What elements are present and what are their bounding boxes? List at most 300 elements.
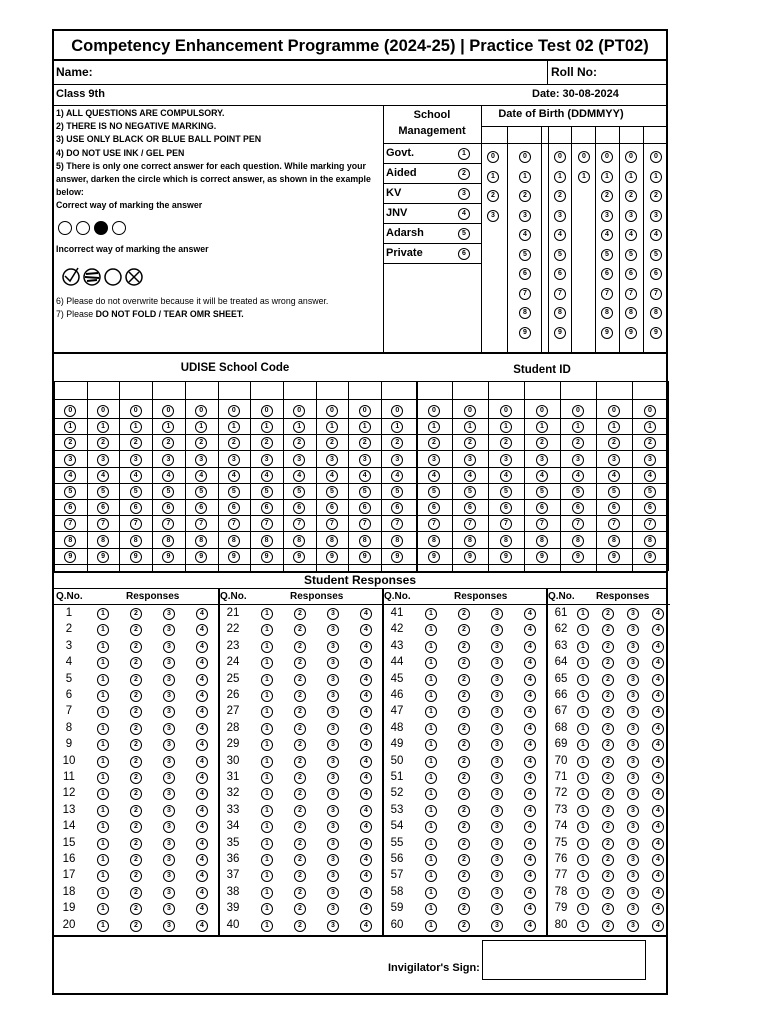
dob-bubble[interactable]: 0 bbox=[487, 151, 499, 163]
dob-bubble[interactable]: 0 bbox=[578, 151, 590, 163]
student-id-bubble[interactable]: 7 bbox=[572, 518, 584, 530]
response-bubble[interactable]: 3 bbox=[627, 756, 639, 768]
response-bubble[interactable]: 1 bbox=[577, 641, 589, 653]
response-bubble[interactable]: 1 bbox=[577, 690, 589, 702]
response-bubble[interactable]: 4 bbox=[652, 608, 664, 620]
response-bubble[interactable]: 3 bbox=[327, 903, 339, 915]
response-bubble[interactable]: 3 bbox=[491, 657, 503, 669]
response-bubble[interactable]: 2 bbox=[130, 821, 142, 833]
response-bubble[interactable]: 4 bbox=[196, 854, 208, 866]
response-bubble[interactable]: 3 bbox=[327, 641, 339, 653]
response-bubble[interactable]: 1 bbox=[261, 739, 273, 751]
response-bubble[interactable]: 2 bbox=[294, 657, 306, 669]
udise-bubble[interactable]: 6 bbox=[97, 502, 109, 514]
udise-bubble[interactable]: 9 bbox=[326, 551, 338, 563]
student-id-bubble[interactable]: 1 bbox=[536, 421, 548, 433]
student-id-bubble[interactable]: 8 bbox=[572, 535, 584, 547]
student-id-bubble[interactable]: 3 bbox=[428, 454, 440, 466]
response-bubble[interactable]: 3 bbox=[627, 657, 639, 669]
udise-bubble[interactable]: 7 bbox=[162, 518, 174, 530]
student-id-bubble[interactable]: 1 bbox=[464, 421, 476, 433]
response-bubble[interactable]: 4 bbox=[196, 870, 208, 882]
student-id-bubble[interactable]: 7 bbox=[608, 518, 620, 530]
response-bubble[interactable]: 3 bbox=[627, 608, 639, 620]
response-bubble[interactable]: 3 bbox=[327, 723, 339, 735]
student-id-bubble[interactable]: 3 bbox=[536, 454, 548, 466]
udise-bubble[interactable]: 8 bbox=[97, 535, 109, 547]
response-bubble[interactable]: 3 bbox=[491, 838, 503, 850]
student-id-bubble[interactable]: 6 bbox=[644, 502, 656, 514]
student-id-bubble[interactable]: 0 bbox=[536, 405, 548, 417]
response-bubble[interactable]: 2 bbox=[130, 870, 142, 882]
response-bubble[interactable]: 3 bbox=[627, 920, 639, 932]
dob-bubble[interactable]: 4 bbox=[625, 229, 637, 241]
response-bubble[interactable]: 2 bbox=[602, 805, 614, 817]
response-bubble[interactable]: 4 bbox=[524, 920, 536, 932]
response-bubble[interactable]: 4 bbox=[524, 690, 536, 702]
udise-bubble[interactable]: 8 bbox=[195, 535, 207, 547]
response-bubble[interactable]: 4 bbox=[652, 723, 664, 735]
dob-bubble[interactable]: 7 bbox=[519, 288, 531, 300]
response-bubble[interactable]: 3 bbox=[627, 690, 639, 702]
dob-bubble[interactable]: 9 bbox=[601, 327, 613, 339]
response-bubble[interactable]: 3 bbox=[327, 805, 339, 817]
response-bubble[interactable]: 1 bbox=[577, 657, 589, 669]
student-id-bubble[interactable]: 5 bbox=[500, 486, 512, 498]
response-bubble[interactable]: 4 bbox=[360, 674, 372, 686]
response-bubble[interactable]: 4 bbox=[360, 854, 372, 866]
response-bubble[interactable]: 2 bbox=[294, 870, 306, 882]
dob-bubble[interactable]: 7 bbox=[625, 288, 637, 300]
response-bubble[interactable]: 2 bbox=[294, 723, 306, 735]
response-bubble[interactable]: 1 bbox=[261, 772, 273, 784]
response-bubble[interactable]: 2 bbox=[294, 690, 306, 702]
dob-bubble[interactable]: 0 bbox=[650, 151, 662, 163]
response-bubble[interactable]: 1 bbox=[577, 887, 589, 899]
udise-bubble[interactable]: 5 bbox=[130, 486, 142, 498]
response-bubble[interactable]: 4 bbox=[360, 608, 372, 620]
response-bubble[interactable]: 3 bbox=[327, 690, 339, 702]
dob-bubble[interactable]: 6 bbox=[554, 268, 566, 280]
response-bubble[interactable]: 4 bbox=[196, 641, 208, 653]
response-bubble[interactable]: 4 bbox=[524, 887, 536, 899]
response-bubble[interactable]: 2 bbox=[458, 739, 470, 751]
response-bubble[interactable]: 1 bbox=[425, 887, 437, 899]
response-bubble[interactable]: 3 bbox=[327, 674, 339, 686]
response-bubble[interactable]: 3 bbox=[327, 706, 339, 718]
response-bubble[interactable]: 3 bbox=[491, 723, 503, 735]
dob-bubble[interactable]: 8 bbox=[554, 307, 566, 319]
response-bubble[interactable]: 2 bbox=[130, 756, 142, 768]
response-bubble[interactable]: 2 bbox=[294, 854, 306, 866]
response-bubble[interactable]: 2 bbox=[602, 838, 614, 850]
response-bubble[interactable]: 2 bbox=[294, 641, 306, 653]
response-bubble[interactable]: 1 bbox=[425, 674, 437, 686]
student-id-bubble[interactable]: 7 bbox=[464, 518, 476, 530]
response-bubble[interactable]: 2 bbox=[130, 608, 142, 620]
response-bubble[interactable]: 2 bbox=[130, 903, 142, 915]
student-id-bubble[interactable]: 2 bbox=[500, 437, 512, 449]
response-bubble[interactable]: 1 bbox=[577, 838, 589, 850]
response-bubble[interactable]: 3 bbox=[491, 887, 503, 899]
dob-bubble[interactable]: 2 bbox=[650, 190, 662, 202]
response-bubble[interactable]: 4 bbox=[524, 739, 536, 751]
udise-bubble[interactable]: 7 bbox=[195, 518, 207, 530]
response-bubble[interactable]: 2 bbox=[458, 821, 470, 833]
response-bubble[interactable]: 2 bbox=[602, 854, 614, 866]
udise-bubble[interactable]: 8 bbox=[326, 535, 338, 547]
student-id-bubble[interactable]: 1 bbox=[428, 421, 440, 433]
student-id-bubble[interactable]: 8 bbox=[644, 535, 656, 547]
udise-bubble[interactable]: 3 bbox=[293, 454, 305, 466]
response-bubble[interactable]: 3 bbox=[491, 756, 503, 768]
response-bubble[interactable]: 4 bbox=[196, 690, 208, 702]
response-bubble[interactable]: 2 bbox=[130, 624, 142, 636]
response-bubble[interactable]: 3 bbox=[163, 723, 175, 735]
response-bubble[interactable]: 3 bbox=[627, 624, 639, 636]
response-bubble[interactable]: 1 bbox=[97, 690, 109, 702]
response-bubble[interactable]: 1 bbox=[97, 870, 109, 882]
response-bubble[interactable]: 1 bbox=[577, 821, 589, 833]
response-bubble[interactable]: 3 bbox=[163, 690, 175, 702]
udise-bubble[interactable]: 4 bbox=[130, 470, 142, 482]
dob-bubble[interactable]: 9 bbox=[554, 327, 566, 339]
udise-bubble[interactable]: 9 bbox=[293, 551, 305, 563]
response-bubble[interactable]: 4 bbox=[196, 838, 208, 850]
response-bubble[interactable]: 3 bbox=[163, 608, 175, 620]
response-bubble[interactable]: 1 bbox=[97, 887, 109, 899]
udise-bubble[interactable]: 8 bbox=[130, 535, 142, 547]
student-id-bubble[interactable]: 4 bbox=[644, 470, 656, 482]
response-bubble[interactable]: 4 bbox=[524, 641, 536, 653]
udise-bubble[interactable]: 4 bbox=[261, 470, 273, 482]
dob-bubble[interactable]: 3 bbox=[554, 210, 566, 222]
udise-bubble[interactable]: 7 bbox=[359, 518, 371, 530]
udise-bubble[interactable]: 2 bbox=[261, 437, 273, 449]
udise-bubble[interactable]: 7 bbox=[293, 518, 305, 530]
student-id-bubble[interactable]: 9 bbox=[644, 551, 656, 563]
response-bubble[interactable]: 2 bbox=[130, 920, 142, 932]
response-bubble[interactable]: 4 bbox=[524, 772, 536, 784]
response-bubble[interactable]: 1 bbox=[577, 624, 589, 636]
dob-bubble[interactable]: 0 bbox=[625, 151, 637, 163]
student-id-bubble[interactable]: 6 bbox=[500, 502, 512, 514]
response-bubble[interactable]: 2 bbox=[602, 870, 614, 882]
student-id-bubble[interactable]: 0 bbox=[572, 405, 584, 417]
response-bubble[interactable]: 2 bbox=[602, 641, 614, 653]
dob-bubble[interactable]: 7 bbox=[554, 288, 566, 300]
udise-bubble[interactable]: 9 bbox=[359, 551, 371, 563]
response-bubble[interactable]: 4 bbox=[652, 706, 664, 718]
response-bubble[interactable]: 1 bbox=[577, 674, 589, 686]
response-bubble[interactable]: 3 bbox=[163, 870, 175, 882]
response-bubble[interactable]: 4 bbox=[360, 657, 372, 669]
student-id-bubble[interactable]: 4 bbox=[464, 470, 476, 482]
response-bubble[interactable]: 3 bbox=[163, 756, 175, 768]
response-bubble[interactable]: 1 bbox=[577, 756, 589, 768]
response-bubble[interactable]: 1 bbox=[577, 920, 589, 932]
response-bubble[interactable]: 4 bbox=[360, 805, 372, 817]
udise-bubble[interactable]: 2 bbox=[130, 437, 142, 449]
response-bubble[interactable]: 2 bbox=[130, 887, 142, 899]
response-bubble[interactable]: 2 bbox=[294, 608, 306, 620]
response-bubble[interactable]: 1 bbox=[97, 772, 109, 784]
udise-bubble[interactable]: 2 bbox=[195, 437, 207, 449]
student-id-bubble[interactable]: 9 bbox=[464, 551, 476, 563]
response-bubble[interactable]: 3 bbox=[327, 920, 339, 932]
response-bubble[interactable]: 3 bbox=[627, 739, 639, 751]
student-id-bubble[interactable]: 5 bbox=[428, 486, 440, 498]
student-id-bubble[interactable]: 3 bbox=[608, 454, 620, 466]
response-bubble[interactable]: 2 bbox=[130, 657, 142, 669]
udise-bubble[interactable]: 5 bbox=[261, 486, 273, 498]
udise-bubble[interactable]: 7 bbox=[261, 518, 273, 530]
response-bubble[interactable]: 1 bbox=[425, 723, 437, 735]
dob-bubble[interactable]: 1 bbox=[487, 171, 499, 183]
response-bubble[interactable]: 3 bbox=[327, 870, 339, 882]
response-bubble[interactable]: 3 bbox=[491, 608, 503, 620]
dob-bubble[interactable]: 1 bbox=[578, 171, 590, 183]
udise-bubble[interactable]: 2 bbox=[64, 437, 76, 449]
response-bubble[interactable]: 1 bbox=[261, 903, 273, 915]
management-bubble[interactable]: 6 bbox=[458, 248, 470, 260]
dob-bubble[interactable]: 1 bbox=[519, 171, 531, 183]
response-bubble[interactable]: 1 bbox=[425, 805, 437, 817]
response-bubble[interactable]: 2 bbox=[602, 788, 614, 800]
response-bubble[interactable]: 2 bbox=[602, 657, 614, 669]
student-id-bubble[interactable]: 6 bbox=[572, 502, 584, 514]
response-bubble[interactable]: 1 bbox=[97, 854, 109, 866]
response-bubble[interactable]: 4 bbox=[196, 887, 208, 899]
udise-bubble[interactable]: 0 bbox=[97, 405, 109, 417]
student-id-bubble[interactable]: 2 bbox=[608, 437, 620, 449]
dob-bubble[interactable]: 3 bbox=[519, 210, 531, 222]
student-id-bubble[interactable]: 5 bbox=[572, 486, 584, 498]
udise-bubble[interactable]: 4 bbox=[195, 470, 207, 482]
udise-bubble[interactable]: 3 bbox=[391, 454, 403, 466]
response-bubble[interactable]: 4 bbox=[360, 756, 372, 768]
response-bubble[interactable]: 1 bbox=[577, 608, 589, 620]
student-id-bubble[interactable]: 3 bbox=[572, 454, 584, 466]
response-bubble[interactable]: 1 bbox=[261, 788, 273, 800]
student-id-bubble[interactable]: 2 bbox=[464, 437, 476, 449]
udise-bubble[interactable]: 5 bbox=[326, 486, 338, 498]
response-bubble[interactable]: 4 bbox=[524, 838, 536, 850]
response-bubble[interactable]: 2 bbox=[294, 756, 306, 768]
management-bubble[interactable]: 2 bbox=[458, 168, 470, 180]
response-bubble[interactable]: 4 bbox=[196, 772, 208, 784]
dob-bubble[interactable]: 2 bbox=[554, 190, 566, 202]
response-bubble[interactable]: 4 bbox=[360, 870, 372, 882]
udise-bubble[interactable]: 0 bbox=[130, 405, 142, 417]
response-bubble[interactable]: 1 bbox=[425, 756, 437, 768]
udise-bubble[interactable]: 9 bbox=[162, 551, 174, 563]
udise-bubble[interactable]: 5 bbox=[162, 486, 174, 498]
udise-bubble[interactable]: 4 bbox=[228, 470, 240, 482]
response-bubble[interactable]: 1 bbox=[97, 756, 109, 768]
response-bubble[interactable]: 2 bbox=[294, 821, 306, 833]
response-bubble[interactable]: 4 bbox=[524, 805, 536, 817]
response-bubble[interactable]: 1 bbox=[577, 903, 589, 915]
response-bubble[interactable]: 4 bbox=[652, 887, 664, 899]
udise-bubble[interactable]: 9 bbox=[261, 551, 273, 563]
udise-bubble[interactable]: 1 bbox=[64, 421, 76, 433]
response-bubble[interactable]: 3 bbox=[163, 739, 175, 751]
dob-bubble[interactable]: 1 bbox=[650, 171, 662, 183]
response-bubble[interactable]: 4 bbox=[524, 821, 536, 833]
response-bubble[interactable]: 2 bbox=[458, 838, 470, 850]
udise-bubble[interactable]: 1 bbox=[162, 421, 174, 433]
response-bubble[interactable]: 1 bbox=[577, 788, 589, 800]
student-id-bubble[interactable]: 9 bbox=[572, 551, 584, 563]
student-id-bubble[interactable]: 9 bbox=[428, 551, 440, 563]
response-bubble[interactable]: 1 bbox=[97, 805, 109, 817]
response-bubble[interactable]: 3 bbox=[327, 772, 339, 784]
dob-bubble[interactable]: 5 bbox=[650, 249, 662, 261]
udise-bubble[interactable]: 3 bbox=[97, 454, 109, 466]
response-bubble[interactable]: 4 bbox=[360, 739, 372, 751]
udise-bubble[interactable]: 9 bbox=[97, 551, 109, 563]
response-bubble[interactable]: 3 bbox=[627, 641, 639, 653]
response-bubble[interactable]: 3 bbox=[491, 674, 503, 686]
response-bubble[interactable]: 4 bbox=[652, 674, 664, 686]
dob-bubble[interactable]: 4 bbox=[601, 229, 613, 241]
response-bubble[interactable]: 2 bbox=[602, 756, 614, 768]
student-id-bubble[interactable]: 9 bbox=[536, 551, 548, 563]
dob-bubble[interactable]: 1 bbox=[554, 171, 566, 183]
dob-bubble[interactable]: 3 bbox=[625, 210, 637, 222]
dob-bubble[interactable]: 0 bbox=[554, 151, 566, 163]
student-id-bubble[interactable]: 0 bbox=[428, 405, 440, 417]
udise-bubble[interactable]: 1 bbox=[326, 421, 338, 433]
udise-bubble[interactable]: 3 bbox=[228, 454, 240, 466]
response-bubble[interactable]: 2 bbox=[458, 690, 470, 702]
management-bubble[interactable]: 1 bbox=[458, 148, 470, 160]
response-bubble[interactable]: 4 bbox=[360, 641, 372, 653]
response-bubble[interactable]: 3 bbox=[491, 805, 503, 817]
management-bubble[interactable]: 3 bbox=[458, 188, 470, 200]
response-bubble[interactable]: 3 bbox=[163, 641, 175, 653]
response-bubble[interactable]: 3 bbox=[627, 887, 639, 899]
response-bubble[interactable]: 4 bbox=[360, 706, 372, 718]
response-bubble[interactable]: 2 bbox=[602, 690, 614, 702]
udise-bubble[interactable]: 4 bbox=[97, 470, 109, 482]
response-bubble[interactable]: 2 bbox=[602, 608, 614, 620]
student-id-bubble[interactable]: 2 bbox=[428, 437, 440, 449]
response-bubble[interactable]: 1 bbox=[261, 674, 273, 686]
response-bubble[interactable]: 1 bbox=[261, 821, 273, 833]
response-bubble[interactable]: 3 bbox=[163, 854, 175, 866]
udise-bubble[interactable]: 6 bbox=[391, 502, 403, 514]
udise-bubble[interactable]: 4 bbox=[359, 470, 371, 482]
student-id-bubble[interactable]: 9 bbox=[608, 551, 620, 563]
response-bubble[interactable]: 4 bbox=[360, 920, 372, 932]
dob-bubble[interactable]: 6 bbox=[519, 268, 531, 280]
response-bubble[interactable]: 4 bbox=[524, 657, 536, 669]
udise-bubble[interactable]: 7 bbox=[326, 518, 338, 530]
dob-bubble[interactable]: 0 bbox=[601, 151, 613, 163]
udise-bubble[interactable]: 2 bbox=[228, 437, 240, 449]
udise-bubble[interactable]: 1 bbox=[97, 421, 109, 433]
response-bubble[interactable]: 2 bbox=[458, 805, 470, 817]
response-bubble[interactable]: 2 bbox=[458, 870, 470, 882]
student-id-bubble[interactable]: 0 bbox=[608, 405, 620, 417]
udise-bubble[interactable]: 5 bbox=[293, 486, 305, 498]
dob-bubble[interactable]: 1 bbox=[625, 171, 637, 183]
response-bubble[interactable]: 2 bbox=[602, 887, 614, 899]
udise-bubble[interactable]: 3 bbox=[326, 454, 338, 466]
dob-bubble[interactable]: 2 bbox=[487, 190, 499, 202]
udise-bubble[interactable]: 7 bbox=[391, 518, 403, 530]
udise-bubble[interactable]: 6 bbox=[130, 502, 142, 514]
response-bubble[interactable]: 2 bbox=[130, 674, 142, 686]
response-bubble[interactable]: 1 bbox=[261, 706, 273, 718]
response-bubble[interactable]: 3 bbox=[627, 854, 639, 866]
response-bubble[interactable]: 3 bbox=[327, 854, 339, 866]
response-bubble[interactable]: 4 bbox=[652, 772, 664, 784]
udise-bubble[interactable]: 6 bbox=[64, 502, 76, 514]
response-bubble[interactable]: 1 bbox=[261, 870, 273, 882]
student-id-bubble[interactable]: 6 bbox=[464, 502, 476, 514]
student-id-bubble[interactable]: 2 bbox=[536, 437, 548, 449]
response-bubble[interactable]: 4 bbox=[360, 723, 372, 735]
response-bubble[interactable]: 4 bbox=[360, 690, 372, 702]
student-id-bubble[interactable]: 1 bbox=[572, 421, 584, 433]
udise-bubble[interactable]: 4 bbox=[293, 470, 305, 482]
response-bubble[interactable]: 3 bbox=[327, 887, 339, 899]
student-id-bubble[interactable]: 1 bbox=[500, 421, 512, 433]
response-bubble[interactable]: 2 bbox=[458, 756, 470, 768]
dob-bubble[interactable]: 9 bbox=[519, 327, 531, 339]
response-bubble[interactable]: 1 bbox=[97, 706, 109, 718]
response-bubble[interactable]: 1 bbox=[97, 624, 109, 636]
response-bubble[interactable]: 1 bbox=[97, 608, 109, 620]
response-bubble[interactable]: 3 bbox=[491, 690, 503, 702]
student-id-bubble[interactable]: 5 bbox=[536, 486, 548, 498]
response-bubble[interactable]: 3 bbox=[327, 821, 339, 833]
response-bubble[interactable]: 2 bbox=[130, 690, 142, 702]
response-bubble[interactable]: 3 bbox=[491, 821, 503, 833]
udise-bubble[interactable]: 5 bbox=[228, 486, 240, 498]
udise-bubble[interactable]: 6 bbox=[326, 502, 338, 514]
response-bubble[interactable]: 4 bbox=[360, 838, 372, 850]
student-id-bubble[interactable]: 6 bbox=[608, 502, 620, 514]
response-bubble[interactable]: 1 bbox=[425, 624, 437, 636]
response-bubble[interactable]: 3 bbox=[163, 674, 175, 686]
dob-bubble[interactable]: 5 bbox=[519, 249, 531, 261]
response-bubble[interactable]: 3 bbox=[327, 838, 339, 850]
dob-bubble[interactable]: 2 bbox=[601, 190, 613, 202]
response-bubble[interactable]: 3 bbox=[627, 772, 639, 784]
response-bubble[interactable]: 1 bbox=[577, 706, 589, 718]
response-bubble[interactable]: 1 bbox=[425, 854, 437, 866]
response-bubble[interactable]: 2 bbox=[458, 624, 470, 636]
response-bubble[interactable]: 1 bbox=[261, 690, 273, 702]
udise-bubble[interactable]: 4 bbox=[391, 470, 403, 482]
udise-bubble[interactable]: 8 bbox=[261, 535, 273, 547]
response-bubble[interactable]: 3 bbox=[163, 920, 175, 932]
dob-bubble[interactable]: 4 bbox=[519, 229, 531, 241]
response-bubble[interactable]: 3 bbox=[163, 887, 175, 899]
udise-bubble[interactable]: 6 bbox=[228, 502, 240, 514]
udise-bubble[interactable]: 0 bbox=[162, 405, 174, 417]
response-bubble[interactable]: 4 bbox=[196, 739, 208, 751]
udise-bubble[interactable]: 2 bbox=[162, 437, 174, 449]
response-bubble[interactable]: 3 bbox=[327, 739, 339, 751]
response-bubble[interactable]: 2 bbox=[294, 788, 306, 800]
response-bubble[interactable]: 2 bbox=[294, 706, 306, 718]
dob-bubble[interactable]: 4 bbox=[554, 229, 566, 241]
